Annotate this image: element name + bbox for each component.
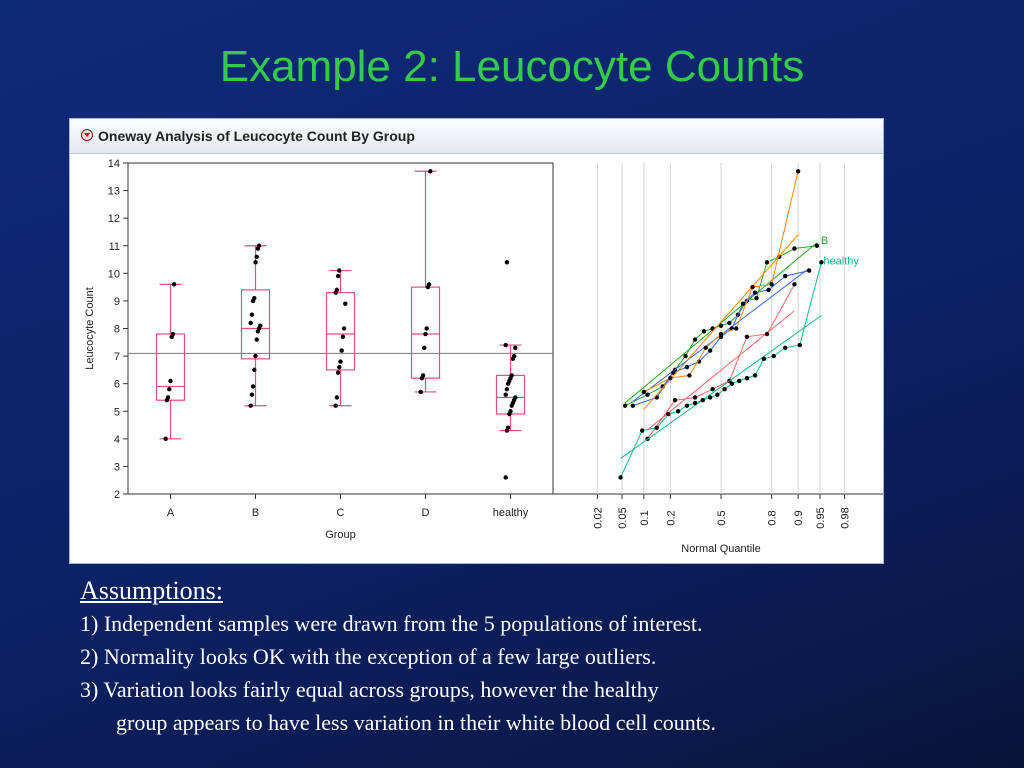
quantile-point: [765, 332, 769, 336]
y-tick-label: 8: [113, 323, 120, 336]
quantile-point: [666, 412, 670, 416]
quantile-point: [642, 390, 646, 394]
data-point: [258, 324, 262, 328]
quantile-point: [715, 393, 719, 397]
oneway-analysis-panel: [69, 118, 884, 564]
data-point: [510, 373, 514, 377]
assumptions-notes: [80, 574, 716, 739]
panel-title: Oneway Analysis of Leucocyte Count By Group: [98, 128, 415, 144]
data-point: [167, 387, 171, 391]
y-tick-label: 3: [113, 461, 120, 474]
data-point: [506, 426, 510, 430]
data-point: [343, 301, 347, 305]
quantile-point: [772, 354, 776, 358]
quantile-point: [685, 365, 689, 369]
quantile-point: [673, 398, 677, 402]
data-point: [249, 404, 253, 408]
x-category-label: A: [166, 507, 175, 519]
data-point: [422, 346, 426, 350]
quantile-label-B: B: [820, 234, 829, 247]
quantile-point: [683, 354, 687, 358]
data-point: [336, 274, 340, 278]
quantile-tick-label: 0.02: [592, 507, 605, 529]
data-point: [342, 326, 346, 330]
quantile-point: [769, 282, 773, 286]
quantile-x-axis-label: Normal Quantile: [681, 543, 761, 555]
quantile-point: [722, 387, 726, 391]
data-point: [166, 395, 170, 399]
quantile-point: [704, 346, 708, 350]
quantile-point: [798, 343, 802, 347]
data-point: [250, 393, 254, 397]
quantile-tick-label: 0.95: [814, 507, 827, 529]
data-point: [427, 282, 431, 286]
data-point: [168, 379, 172, 383]
y-tick-label: 12: [107, 213, 120, 226]
quantile-point: [796, 169, 800, 173]
data-point: [505, 387, 509, 391]
y-tick-label: 6: [113, 378, 120, 391]
quantile-point: [783, 346, 787, 350]
x-category-label: healthy: [492, 507, 529, 519]
quantile-point: [708, 348, 712, 352]
quantile-point: [730, 381, 734, 385]
quantile-point: [753, 373, 757, 377]
assumptions-heading: Assumptions:: [80, 576, 224, 605]
quantile-point: [702, 329, 706, 333]
data-point: [250, 313, 254, 317]
data-point: [512, 354, 516, 358]
quantile-tick-label: 0.1: [638, 510, 651, 526]
quantile-point: [766, 288, 770, 292]
quantile-point: [655, 426, 659, 430]
data-point: [253, 354, 257, 358]
data-point: [252, 368, 256, 372]
data-point: [513, 395, 517, 399]
quantile-point: [807, 268, 811, 272]
quantile-point: [737, 379, 741, 383]
data-point: [252, 296, 256, 300]
quantile-tick-label: 0.05: [617, 507, 630, 529]
quantile-point: [631, 404, 635, 408]
y-tick-label: 11: [108, 240, 120, 253]
data-point: [249, 321, 253, 325]
quantile-tick-label: 0.5: [716, 510, 728, 526]
quantile-point: [645, 393, 649, 397]
quantile-tick-label: 0.98: [839, 507, 852, 529]
quantile-point: [685, 404, 689, 408]
quantile-point: [762, 357, 766, 361]
data-point: [504, 343, 508, 347]
assumption-3: 3) Variation looks fairly equal across groups, however the healthy: [80, 677, 659, 702]
data-point: [253, 260, 257, 264]
data-point: [421, 373, 425, 377]
data-point: [504, 475, 508, 479]
quantile-point: [708, 395, 712, 399]
quantile-tick-label: 0.8: [766, 510, 779, 526]
quantile-point: [640, 428, 644, 432]
y-tick-label: 9: [113, 295, 120, 308]
data-point: [423, 332, 427, 336]
data-point: [341, 335, 345, 339]
quantile-label-healthy: healthy: [823, 255, 859, 268]
data-point: [255, 255, 259, 259]
data-point: [513, 346, 517, 350]
x-category-label: B: [251, 507, 260, 519]
quantile-point: [745, 376, 749, 380]
quantile-point: [792, 246, 796, 250]
data-point: [251, 384, 255, 388]
y-tick-label: 4: [113, 433, 120, 446]
data-point: [338, 359, 342, 363]
quantile-point: [765, 260, 769, 264]
quantile-point: [623, 404, 627, 408]
data-point: [340, 348, 344, 352]
quantile-point: [754, 296, 758, 300]
data-point: [419, 390, 423, 394]
data-point: [505, 260, 509, 264]
quantile-point: [693, 337, 697, 341]
quantile-point: [668, 376, 672, 380]
quantile-point: [753, 290, 757, 294]
y-tick-label: 5: [113, 406, 120, 419]
quantile-point: [701, 398, 705, 402]
quantile-point: [618, 475, 622, 479]
x-axis-label: Group: [325, 529, 356, 541]
data-point: [504, 393, 508, 397]
quantile-point: [815, 244, 819, 248]
data-point: [428, 169, 432, 173]
quantile-point: [741, 301, 745, 305]
data-point: [164, 437, 168, 441]
quantile-point: [750, 285, 754, 289]
data-point: [171, 332, 175, 336]
boxplot-frame: [128, 163, 553, 494]
data-point: [337, 365, 341, 369]
assumption-3-continued: group appears to have less variation in their white blood cell counts.: [116, 710, 716, 735]
y-tick-label: 14: [107, 158, 120, 170]
data-point: [255, 337, 259, 341]
y-tick-label: 13: [107, 185, 120, 198]
quantile-point: [792, 282, 796, 286]
data-point: [257, 244, 261, 248]
data-point: [172, 282, 176, 286]
data-point: [425, 326, 429, 330]
data-point: [336, 370, 340, 374]
data-point: [334, 404, 338, 408]
quantile-tick-label: 0.2: [665, 510, 678, 526]
data-point: [508, 409, 512, 413]
quantile-point: [687, 373, 691, 377]
assumption-2: 2) Normality looks OK with the exception of a few large outliers.: [80, 644, 657, 669]
y-tick-label: 7: [113, 351, 120, 364]
quantile-point: [745, 335, 749, 339]
x-category-label: D: [421, 507, 430, 519]
quantile-point: [693, 395, 697, 399]
quantile-point: [710, 387, 714, 391]
x-category-label: C: [336, 507, 345, 519]
assumption-1: 1) Independent samples were drawn from the 5 populations of interest.: [80, 611, 703, 636]
quantile-point: [783, 274, 787, 278]
y-tick-label: 2: [113, 489, 120, 501]
quantile-point: [676, 409, 680, 413]
data-point: [335, 288, 339, 292]
quantile-point: [734, 326, 738, 330]
y-axis-label: Leucocyte Count: [84, 287, 96, 370]
y-tick-label: 10: [107, 268, 120, 281]
quantile-tick-label: 0.9: [793, 510, 806, 526]
data-point: [335, 395, 339, 399]
quantile-point: [719, 332, 723, 336]
oneway-chart-svg: [70, 119, 883, 563]
quantile-point: [693, 401, 697, 405]
slide-title: Example 2: Leucocyte Counts: [219, 42, 805, 91]
data-point: [337, 268, 341, 272]
quantile-point: [727, 321, 731, 325]
